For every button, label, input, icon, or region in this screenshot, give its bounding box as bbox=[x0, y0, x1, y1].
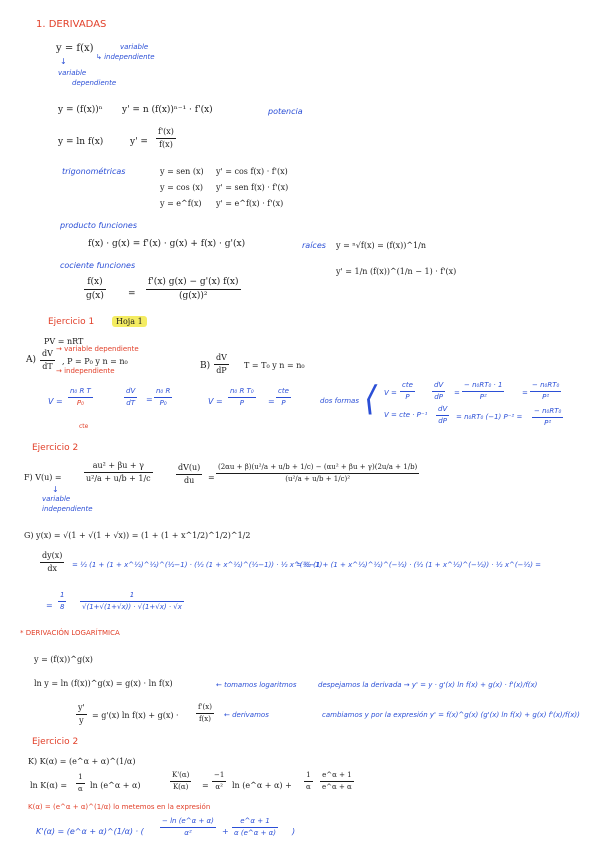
ex2-g-result-3a bbox=[58, 592, 66, 611]
quotient-left-den: g(x) bbox=[86, 291, 104, 301]
ex2-f-den: u²/a + u/b + 1/c bbox=[86, 474, 151, 483]
ex3-k2g-fraction bbox=[304, 772, 313, 791]
intro-equation: y = f(x) bbox=[56, 43, 94, 54]
ex1-a-ind: → independiente bbox=[56, 367, 115, 375]
ex2-g-result-1: = ½ (1 + (1 + x^½)^½)^(½−1) · (½ (1 + x^½)^(½−1)) · ½ x^(½−1) bbox=[72, 561, 323, 569]
quotient-right-num: f'(x) g(x) − g'(x) f(x) bbox=[146, 278, 241, 290]
log-line-3-f-den: f(x) bbox=[198, 715, 211, 723]
log-line-3-den: y bbox=[79, 716, 84, 725]
ln-rule-right: y' = bbox=[130, 137, 148, 147]
ex1-a-v-num: n₀ R T bbox=[68, 388, 93, 398]
ex1-b-cond: T = T₀ y n = n₀ bbox=[244, 361, 305, 370]
ex1-a-eq: = bbox=[146, 395, 153, 404]
ex3-k2-num: 1 bbox=[76, 774, 85, 784]
ex1-a-cte: cte bbox=[79, 423, 89, 430]
ex3-k2e-num: −1 bbox=[212, 772, 226, 782]
ex2-title: Ejercicio 2 bbox=[32, 443, 79, 453]
ex1-f1-result-den: P² bbox=[479, 393, 487, 401]
ex1-f1-eq2: = bbox=[522, 389, 528, 397]
log-line-3-note: ← derivamos bbox=[224, 711, 269, 719]
ln-rule-num: f'(x) bbox=[156, 128, 176, 139]
ex2-f-eq: = bbox=[208, 473, 215, 482]
power-rule-name: potencia bbox=[268, 107, 303, 116]
product-name: producto funciones bbox=[60, 221, 138, 230]
ex1-a-fraction bbox=[40, 350, 55, 371]
log-line-3: = g'(x) ln f(x) + g(x) · bbox=[92, 711, 179, 720]
ex2-f-result-fraction bbox=[216, 464, 419, 483]
ex3-k2g-num: 1 bbox=[304, 772, 313, 782]
ex3-k4: K'(α) = (e^α + α)^(1/α) · ( bbox=[36, 827, 144, 836]
root-rule-left: y = ⁿ√f(x) = (f(x))^1/n bbox=[336, 241, 426, 250]
log-line-1: y = (f(x))^g(x) bbox=[34, 655, 93, 664]
ex3-k2c-num: K'(α) bbox=[170, 772, 191, 782]
ex1-f2-dv-num: dV bbox=[436, 406, 449, 416]
ex1-f1-num: cte bbox=[400, 382, 415, 392]
ex1-b-den: dP bbox=[216, 366, 227, 375]
trig-sin-right: y' = cos f(x) · f'(x) bbox=[216, 167, 288, 176]
ex1-b-fraction bbox=[214, 354, 229, 375]
ex1-title: Ejercicio 1 bbox=[48, 317, 95, 327]
ex2-g-dy-num: dy(x) bbox=[40, 552, 64, 563]
ex1-f2-dv-den: dP bbox=[438, 417, 447, 425]
ex1-a-dv-den: dT bbox=[126, 399, 135, 407]
log-line-2-right: despejamos la derivada → y' = y · g'(x) ln f(x) + g(x) · f'(x)/f(x) bbox=[318, 681, 538, 689]
ex2-g-line: G) y(x) = √(1 + √(1 + √x)) = (1 + (1 + x^1/2)^1/2)^1/2 bbox=[24, 531, 251, 540]
ex1-b-v-fraction bbox=[228, 388, 256, 407]
ex1-f1-den: P bbox=[405, 393, 410, 401]
ex1-f1-result-num: − n₀RT₀ · 1 bbox=[462, 382, 504, 392]
log-line-3-f-num: f'(x) bbox=[196, 704, 214, 714]
ex1-b-cte-num: cte bbox=[276, 388, 291, 398]
quotient-left-num: f(x) bbox=[84, 278, 106, 290]
ex1-f1-result2-den: P² bbox=[542, 393, 550, 401]
ex3-k2h-fraction bbox=[320, 772, 354, 791]
ex1-f1-dv-den: dP bbox=[434, 393, 443, 401]
ex2-g-result-3: = bbox=[46, 601, 53, 610]
ex3-k2c-den: K(α) bbox=[172, 783, 189, 791]
ex1-b-num: dV bbox=[214, 354, 229, 365]
intro-var-ind-2: ↳ independiente bbox=[96, 53, 155, 61]
ex2-g-dy-den: dx bbox=[47, 564, 58, 573]
ln-rule-fraction bbox=[156, 128, 176, 149]
log-title: * DERIVACIÓN LOGARÍTMICA bbox=[20, 629, 120, 637]
ex3-k2-eq: = bbox=[202, 781, 209, 790]
ex1-f1-dv-fraction bbox=[432, 382, 445, 401]
root-rule-right: y' = 1/n (f(x))^(1/n − 1) · f'(x) bbox=[336, 267, 457, 276]
ex2-g-result-3b bbox=[80, 592, 184, 611]
ex1-f2-result-num: − n₀RT₀ bbox=[532, 408, 563, 418]
intro-var-dep: variable bbox=[58, 69, 87, 77]
ex1-a-result-den: P₀ bbox=[159, 399, 167, 407]
ex1-f2-result-fraction bbox=[532, 408, 563, 427]
page-title: 1. DERIVADAS bbox=[36, 19, 107, 30]
ex1-b-v-den: P bbox=[239, 399, 244, 407]
ex2-f-result-den: (u²/a + u/b + 1/c)² bbox=[285, 475, 351, 483]
brace-icon: ⟨ bbox=[364, 379, 378, 419]
ex1-pv: PV = nRT bbox=[44, 337, 84, 346]
ex3-k4b-fraction bbox=[232, 818, 278, 837]
quotient-right-fraction bbox=[146, 278, 241, 301]
ex1-f2-v: V = cte · P⁻¹ bbox=[384, 411, 428, 419]
ex2-f-dv-fraction bbox=[176, 464, 202, 485]
ex1-b-dos-formas: dos formas bbox=[320, 397, 359, 405]
ex3-title: Ejercicio 2 bbox=[32, 737, 79, 747]
ex2-f-var-2: independiente bbox=[42, 505, 93, 513]
ex3-k4-plus: + bbox=[222, 827, 229, 836]
ex1-b-v: V = bbox=[208, 397, 223, 406]
ex1-a-label: A) bbox=[26, 355, 37, 365]
quotient-equals: = bbox=[128, 289, 136, 299]
trig-name: trigonométricas bbox=[62, 167, 126, 176]
ex3-k2h-den: e^α + α bbox=[322, 783, 352, 791]
ex1-b-cte-den: P bbox=[281, 399, 286, 407]
ex1-tag: Hoja 1 bbox=[112, 316, 147, 327]
ex2-f-result-num: (2αu + β)(u²/a + u/b + 1/c) − (αu² + βu + γ)(2u/a + 1/b) bbox=[216, 464, 419, 474]
ex3-k2-ln: ln (e^α + α) bbox=[90, 781, 141, 790]
log-line-2: ln y = ln (f(x))^g(x) = g(x) · ln f(x) bbox=[34, 679, 173, 688]
exp-left: y = e^f(x) bbox=[160, 199, 202, 208]
ex2-g-result-3a-den: 8 bbox=[60, 603, 65, 611]
log-line-3-right: cambiamos y por la expresión y' = f(x)^g(x) (g'(x) ln f(x) + g(x) f'(x)/f(x)) bbox=[322, 711, 580, 719]
ex3-k2-den: α bbox=[78, 785, 83, 793]
ex1-b-label: B) bbox=[200, 361, 211, 371]
log-line-2-note: ← tomamos logaritmos bbox=[216, 681, 297, 689]
ex1-b-v-num: n₀ R T₀ bbox=[228, 388, 256, 398]
ex1-tag-wrap bbox=[112, 318, 147, 326]
ex1-a-cond: , P = P₀ y n = n₀ bbox=[62, 357, 128, 366]
ex2-f-fraction bbox=[84, 462, 153, 483]
log-line-3-num: y' bbox=[76, 704, 87, 715]
ex3-k3: K(α) = (e^α + α)^(1/α) lo metemos en la expresión bbox=[28, 803, 211, 811]
ex1-f1-result2-fraction bbox=[530, 382, 561, 401]
ex2-f-dv-num: dV(u) bbox=[176, 464, 202, 475]
ex1-f1-fraction bbox=[400, 382, 415, 401]
ex2-g-result-3b-num: 1 bbox=[80, 592, 184, 602]
ex3-k4a-den: α² bbox=[184, 829, 192, 837]
ex2-g-result-3a-num: 1 bbox=[58, 592, 66, 602]
ex1-b-eq2: = bbox=[268, 397, 275, 406]
quotient-right-den: (g(x))² bbox=[179, 291, 208, 301]
ex3-k2e-den: α² bbox=[215, 783, 223, 791]
ln-rule-left: y = ln f(x) bbox=[58, 137, 104, 147]
ex1-a-dv-num: dV bbox=[124, 388, 137, 398]
ex3-k4a-num: − ln (e^α + α) bbox=[160, 818, 216, 828]
ex1-f1-result2-num: − n₀RT₀ bbox=[530, 382, 561, 392]
ex1-a-result-fraction bbox=[154, 388, 172, 407]
exp-right: y' = e^f(x) · f'(x) bbox=[216, 199, 284, 208]
ex3-k2: ln K(α) = bbox=[30, 781, 68, 790]
ex2-f-var: variable bbox=[42, 495, 71, 503]
ex2-f-dv-den: du bbox=[184, 476, 195, 485]
ex1-a-v: V = bbox=[48, 397, 63, 406]
ex1-f2-dv-fraction bbox=[436, 406, 449, 425]
ex2-g-result-2: = ½ (1 + (1 + x^½)^½)^(−½) · (½ (1 + x^½)^(−½)) · ½ x^(−½) = bbox=[296, 561, 542, 569]
ex3-k1: K) K(α) = (e^α + α)^(1/α) bbox=[28, 757, 136, 766]
ex3-k4-end: ) bbox=[292, 827, 296, 836]
ex3-k2e-fraction bbox=[212, 772, 226, 791]
ex1-a-v-den: P₀ bbox=[76, 399, 84, 407]
ex3-k4a-fraction bbox=[160, 818, 216, 837]
ex3-k2-ln-2: ln (e^α + α) + bbox=[232, 781, 292, 790]
ex3-k2c-fraction bbox=[170, 772, 191, 791]
ln-rule-den: f(x) bbox=[159, 140, 173, 149]
ex1-f1-v: V = bbox=[384, 389, 397, 397]
log-line-3-fraction bbox=[76, 704, 87, 725]
intro-var-dep-2: dependiente bbox=[72, 79, 117, 87]
ex3-k2g-den: α bbox=[306, 783, 311, 791]
trig-cos-left: y = cos (x) bbox=[160, 183, 204, 192]
ex1-a-den: dT bbox=[42, 362, 53, 371]
ex2-g-result-3b-den: √(1+√(1+√x)) · √(1+√x) · √x bbox=[82, 603, 182, 611]
ex1-f1-dv-num: dV bbox=[432, 382, 445, 392]
log-line-3-f-fraction bbox=[196, 704, 214, 723]
ex1-f1-result-fraction bbox=[462, 382, 504, 401]
ex1-f2-result: = n₀RT₀ (−1) P⁻² = bbox=[456, 413, 523, 421]
ex1-a-dv-fraction bbox=[124, 388, 137, 407]
ex3-k2-fraction bbox=[76, 774, 85, 793]
ex2-f-arrow-icon: ↓ bbox=[52, 485, 59, 494]
ex1-f2-result-den: P² bbox=[544, 419, 552, 427]
product-rule: f(x) · g(x) = f'(x) · g(x) + f(x) · g'(x) bbox=[88, 239, 246, 249]
ex1-b-cte-fraction bbox=[276, 388, 291, 407]
ex1-a-v-fraction bbox=[68, 388, 93, 407]
quotient-name: cociente funciones bbox=[60, 261, 136, 270]
ex3-k2h-num: e^α + 1 bbox=[320, 772, 354, 782]
power-rule-right: y' = n (f(x))ⁿ⁻¹ · f'(x) bbox=[122, 105, 213, 115]
root-name: raíces bbox=[302, 241, 326, 250]
ex1-f1-eq: = bbox=[454, 389, 460, 397]
quotient-left-fraction bbox=[84, 278, 106, 301]
ex1-a-result-num: n₀ R bbox=[154, 388, 172, 398]
ex2-g-dy-fraction bbox=[40, 552, 64, 573]
ex2-f-num: au² + βu + γ bbox=[84, 462, 153, 473]
ex1-a-dep: → variable dependiente bbox=[56, 345, 139, 353]
power-rule-left: y = (f(x))ⁿ bbox=[58, 105, 103, 115]
intro-var-ind: variable bbox=[120, 43, 149, 51]
ex3-k4b-den: α (e^α + α) bbox=[234, 829, 277, 837]
ex2-f-label: F) V(u) = bbox=[24, 473, 62, 482]
trig-sin-left: y = sen (x) bbox=[160, 167, 204, 176]
ex3-k4b-num: e^α + 1 bbox=[232, 818, 278, 828]
trig-cos-right: y' = sen f(x) · f'(x) bbox=[216, 183, 289, 192]
ex1-a-num: dV bbox=[40, 350, 55, 361]
intro-arrow-icon: ↓ bbox=[60, 57, 67, 66]
